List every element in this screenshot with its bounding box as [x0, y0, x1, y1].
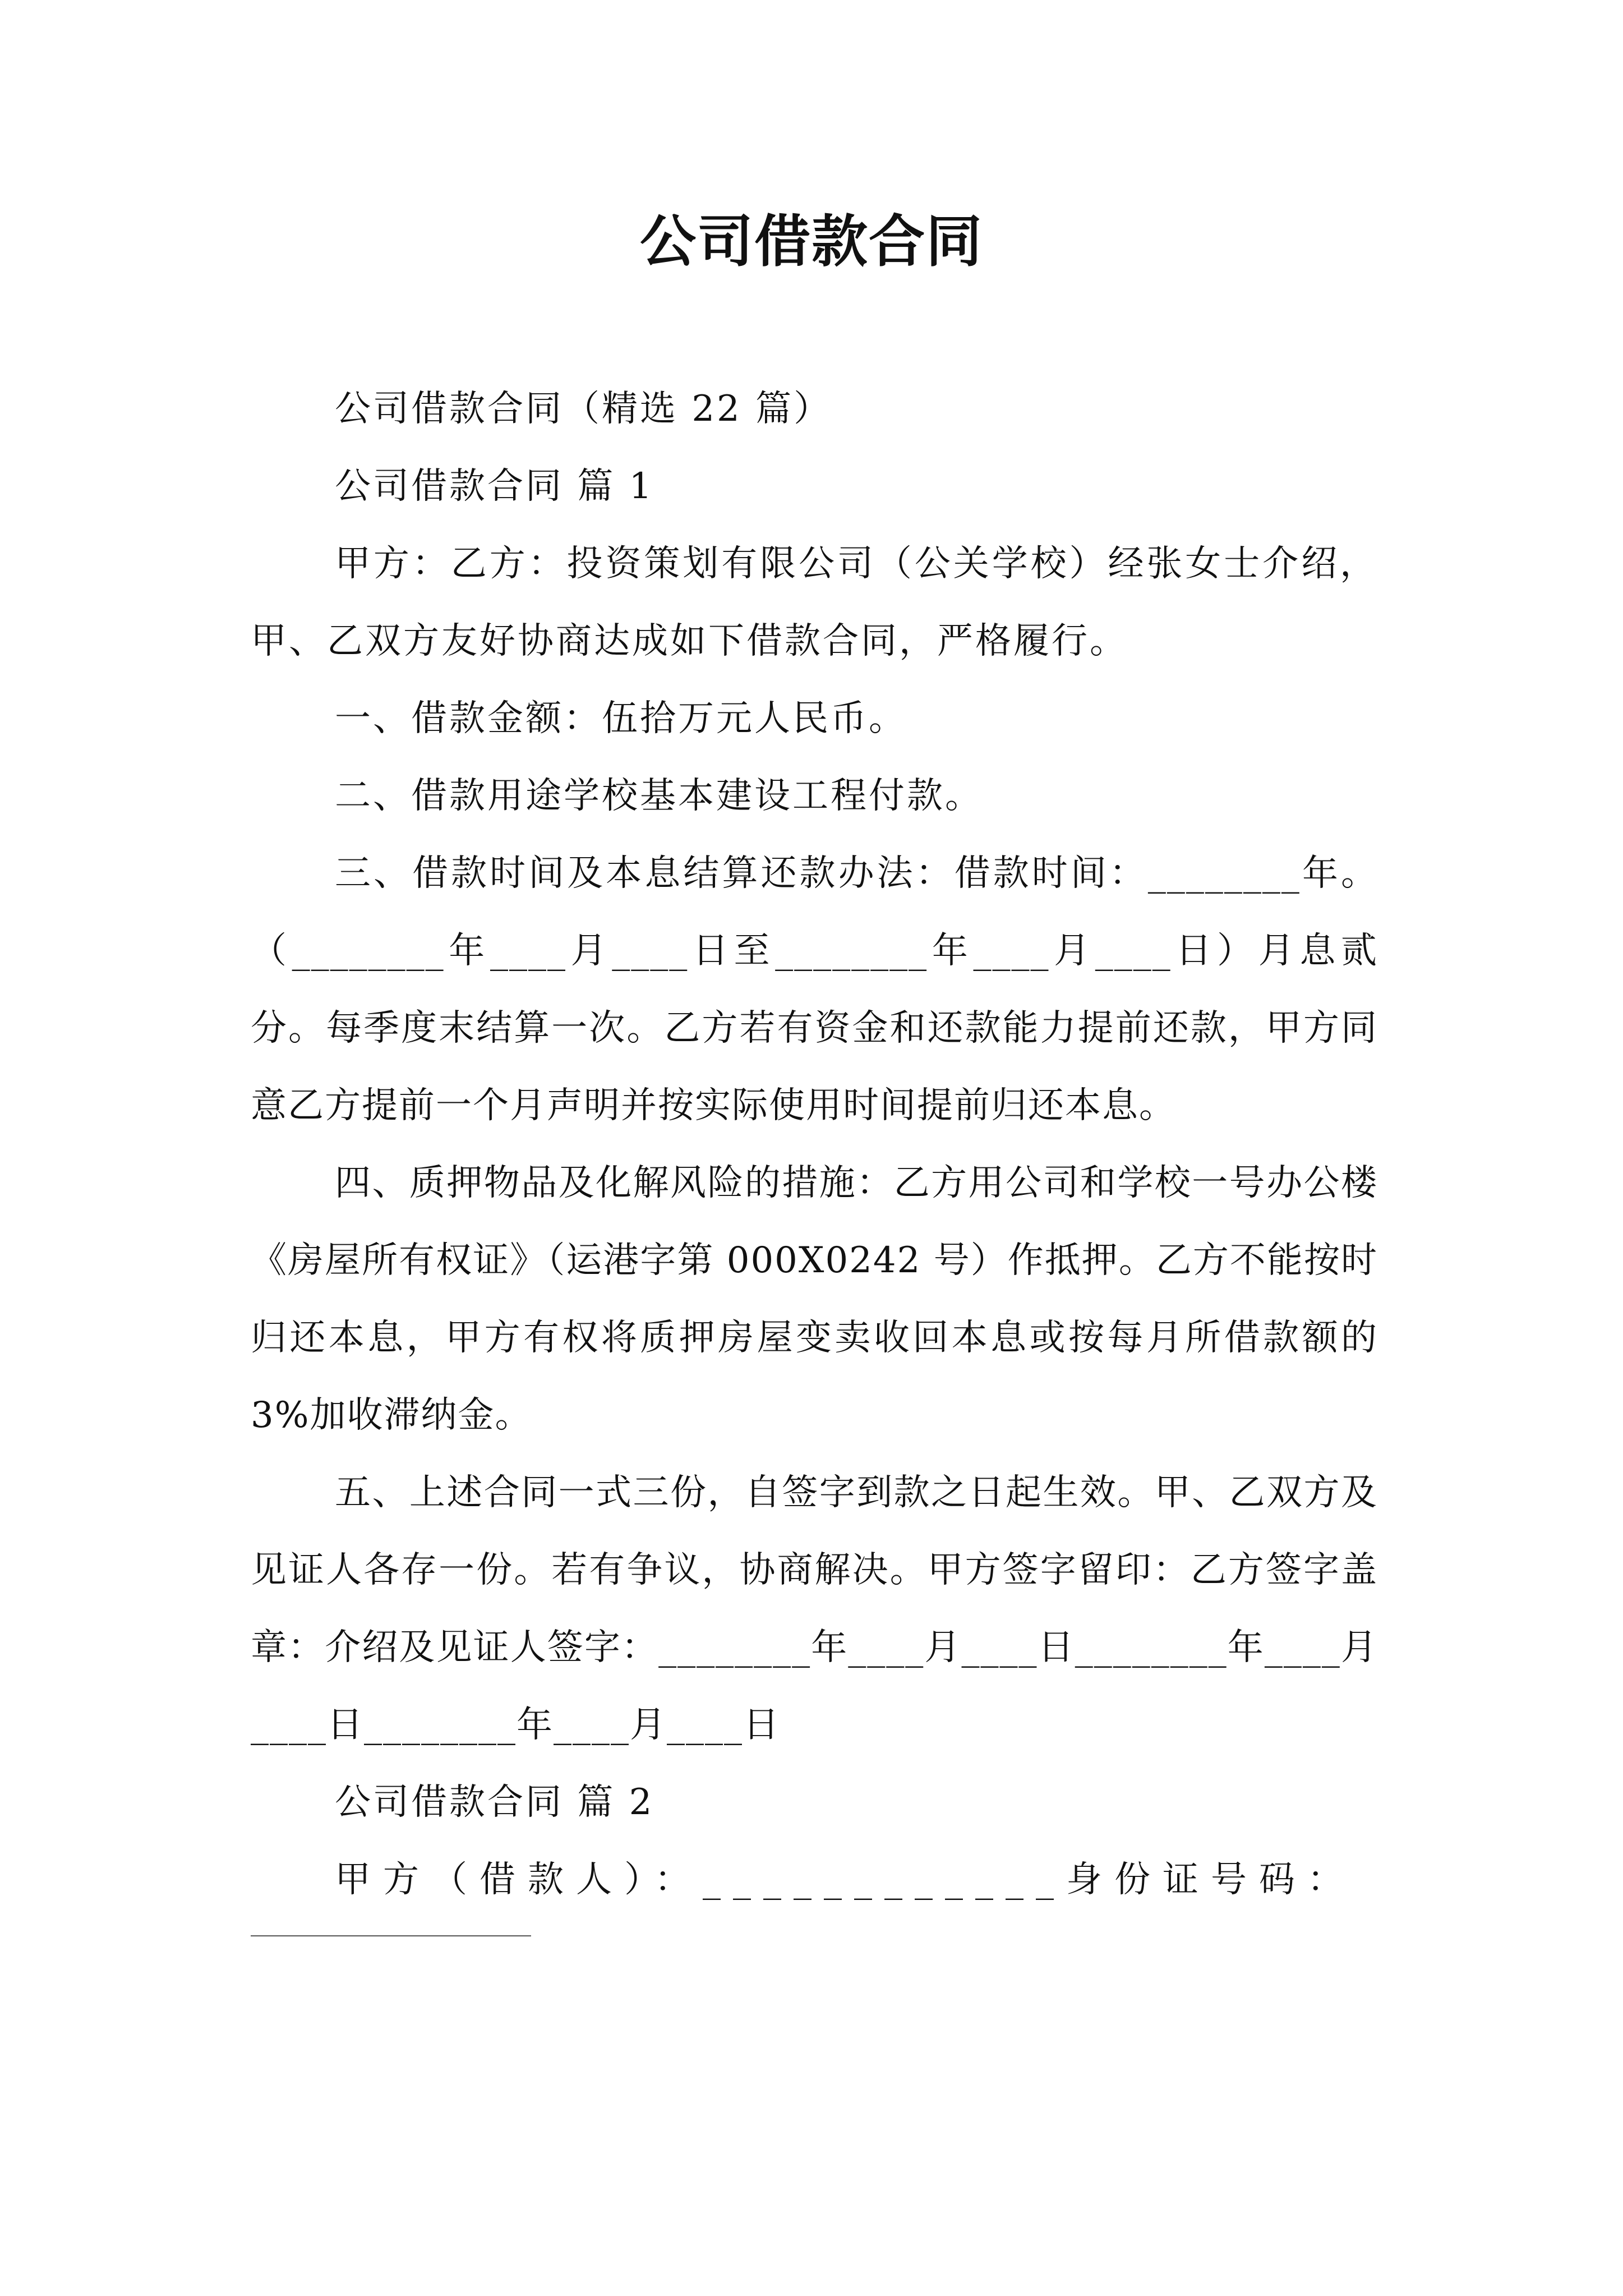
document-body	[251, 370, 1378, 1936]
clause-collateral: 四、质押物品及化解风险的措施：乙方用公司和学校一号办公楼《房屋所有权证》（运港字第 000X0242 号）作抵押。乙方不能按时归还本息，甲方有权将质押房屋变卖收回本息或按每月所借款额的 3%加收滞纳金。	[251, 1162, 1378, 1436]
parties-paragraph: 甲方：乙方：投资策划有限公司（公关学校）经张女士介绍，甲、乙双方友好协商达成如下借款合同，严格履行。	[251, 543, 1378, 662]
blank-fill-line	[251, 1935, 531, 1936]
clause-purpose: 二、借款用途学校基本建设工程付款。	[335, 775, 983, 817]
clause-effectiveness: 五、上述合同一式三份，自签字到款之日起生效。甲、乙双方及见证人各存一份。若有争议，协商解决。甲方签字留印：乙方签字盖章：介绍及见证人签字：________年____月____日________年____月____日________年____月____日	[251, 1472, 1378, 1746]
clause-amount: 一、借款金额：伍拾万元人民币。	[335, 698, 907, 739]
section-heading-1: 公司借款合同 篇 1	[335, 466, 654, 507]
section-heading-2: 公司借款合同 篇 2	[335, 1782, 654, 1823]
borrower-info-line: 甲方（借款人）：____________身份证号码：	[335, 1859, 1355, 1901]
clause-repayment: 三、借款时间及本息结算还款办法：借款时间：________年。（________年____月____日至________年____月____日）月息贰分。每季度末结算一次。乙方若有资金和还款能力提前还款，甲方同意乙方提前一个月声明并按实际使用时间提前归还本息。	[251, 853, 1378, 1126]
subtitle-paragraph: 公司借款合同（精选 22 篇）	[335, 388, 832, 430]
document-title: 公司借款合同	[640, 208, 983, 274]
